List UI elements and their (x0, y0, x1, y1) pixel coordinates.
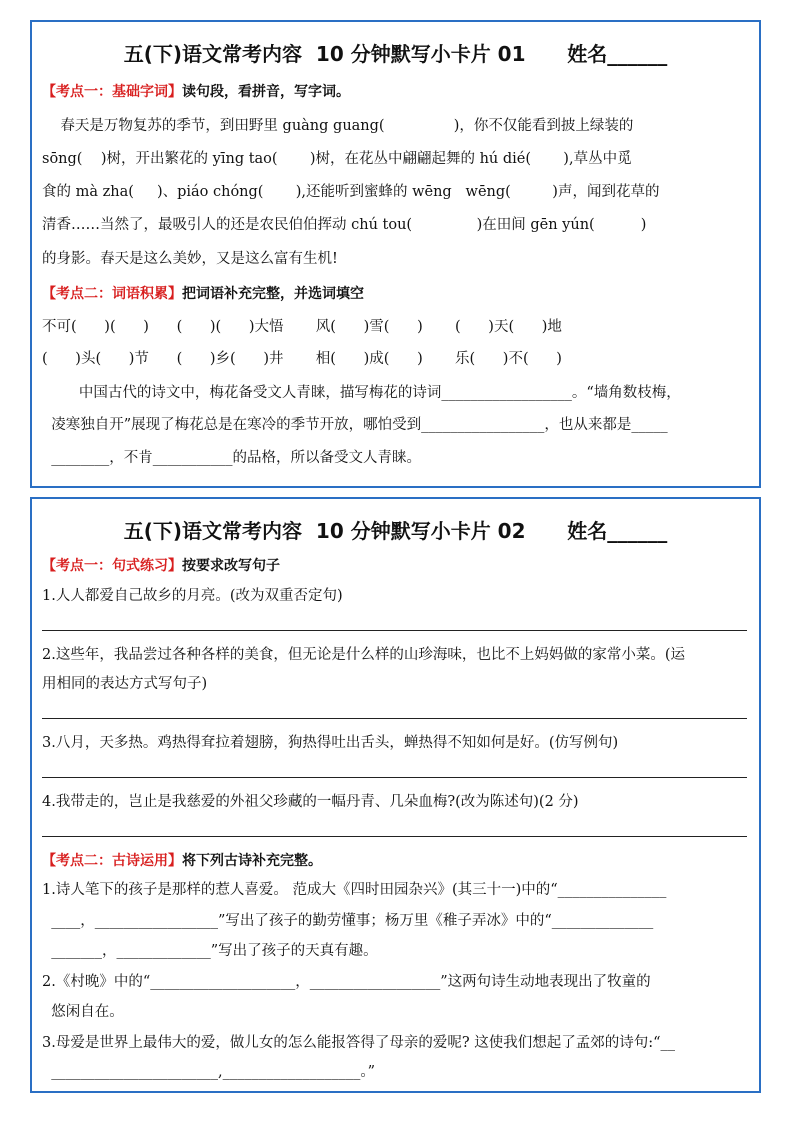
point1-label: 【考点一：句式练习】 (42, 558, 182, 574)
point1-heading (42, 82, 749, 102)
idiom-line: 不可( )( ) ( )( )大悟 风( )雪( ) ( )天( )地 (42, 319, 562, 335)
passage-line: 的身影。春天是这么美妙，又是这么富有生机! (42, 251, 338, 267)
point1-instruction: 读句段，看拼音，写字词。 (182, 84, 350, 100)
question-1: 1.人人都爱自己故乡的月亮。(改为双重否定句) (42, 588, 343, 604)
poem-question-3-line: _______________________,___________________。” (42, 1064, 375, 1080)
point1-heading (42, 556, 749, 576)
poem-question-3-line: 3.母爱是世界上最伟大的爱，做儿女的怎么能报答得了母亲的爱呢? 这使我们想起了孟郊的诗句:“__ (42, 1035, 676, 1051)
point2-instruction: 将下列古诗补充完整。 (182, 853, 322, 869)
passage-line: sōng( )树，开出繁花的 yīng tao( )树，在花丛中翩翩起舞的 hú dié( ),草丛中觅 (42, 151, 632, 167)
question-2-line: 2.这些年，我品尝过各种各样的美食，但无论是什么样的山珍海味，也比不上妈妈做的家常小菜。(运 (42, 647, 685, 663)
question-4: 4.我带走的，岂止是我慈爱的外祖父珍藏的一幅丹青、几朵血梅?(改为陈述句)(2 分) (42, 794, 579, 810)
poem-question-2-line: 悠闲自在。 (42, 1004, 124, 1020)
point2-heading (42, 284, 749, 304)
point1-label: 【考点一：基础字词】 (42, 84, 182, 100)
poem-question-1-line: ____，_________________”写出了孩子的勤劳懂事；杨万里《稚子弄冰》中的“______________ (42, 913, 654, 929)
fill-line: ________，不肯___________的品格，所以备受文人青睐。 (42, 450, 421, 466)
answer-line-2[interactable] (42, 718, 747, 719)
fill-line: 凌寒独自开”展现了梅花总是在寒冷的季节开放，哪怕受到_________________，也从来都是_____ (42, 417, 668, 433)
point2-instruction: 把词语补充完整，并选词填空 (182, 286, 364, 302)
poem-question-1-line: _______，_____________”写出了孩子的天真有趣。 (42, 943, 378, 959)
point2-heading (42, 851, 749, 871)
question-2-line: 用相同的表达方式写句子) (42, 676, 208, 692)
point1-instruction: 按要求改写句子 (182, 558, 280, 574)
question-3: 3.八月，天多热。鸡热得耷拉着翅膀，狗热得吐出舌头，蝉热得不知如何是好。(仿写例句) (42, 735, 619, 751)
point2-label: 【考点二：古诗运用】 (42, 853, 182, 869)
fill-line: 中国古代的诗文中，梅花备受文人青睐，描写梅花的诗词__________________。“墙角数枝梅， (42, 385, 681, 401)
poem-question-1-line: 1.诗人笔下的孩子是那样的惹人喜爱。 范成大《四时田园杂兴》(其三十一)中的“_______________ (42, 882, 667, 898)
passage-line: 春天是万物复苏的季节，到田野里 guàng guang( )，你不仅能看到披上绿装的 (42, 118, 634, 134)
passage-line: 清香……当然了，最吸引人的还是农民伯伯挥动 chú tou( )在田间 gēn yún( ) (42, 217, 647, 233)
dictation-card-01 (30, 20, 761, 488)
card-title: 五(下)语文常考内容 10 分钟默写小卡片 01 姓名______ (123, 42, 668, 66)
answer-line-3[interactable] (42, 777, 747, 778)
answer-line-4[interactable] (42, 836, 747, 837)
passage-line: 食的 mà zha( )、piáo chóng( ),还能听到蜜蜂的 wēng wēng( )声，闻到花草的 (42, 184, 660, 200)
card-title: 五(下)语文常考内容 10 分钟默写小卡片 02 姓名______ (123, 519, 668, 543)
dictation-card-02 (30, 497, 761, 1093)
point2-label: 【考点二：词语积累】 (42, 286, 182, 302)
answer-line-1[interactable] (42, 630, 747, 631)
poem-question-2-line: 2.《村晚》中的“____________________，__________________”这两句诗生动地表现出了牧童的 (42, 974, 651, 990)
idiom-line: ( )头( )节 ( )乡( )井 相( )成( ) 乐( )不( ) (42, 351, 562, 367)
